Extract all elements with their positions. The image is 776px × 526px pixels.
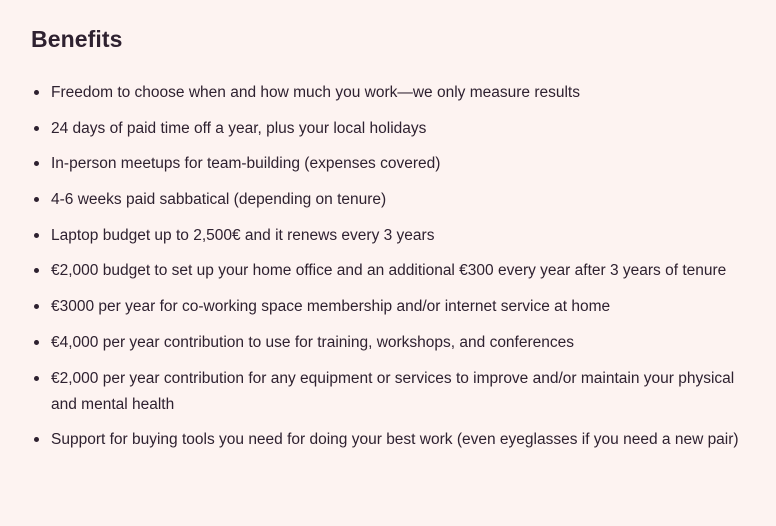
- benefit-text: €4,000 per year contribution to use for training, workshops, and conferences: [51, 333, 575, 351]
- benefit-item: [51, 366, 751, 418]
- benefit-item: [51, 427, 751, 453]
- benefit-text: Support for buying tools you need for doing your best work (even eyeglasses if you need a new pair): [51, 431, 739, 449]
- benefits-list: [51, 80, 751, 463]
- bullet-icon: [34, 437, 39, 442]
- benefit-text: 24 days of paid time off a year, plus your local holidays: [51, 119, 427, 137]
- benefit-text: €2,000 per year contribution for any equipment or services to improve and/or maintain your physical and mental health: [51, 369, 735, 413]
- benefit-text: In-person meetups for team-building (expenses covered): [51, 155, 441, 173]
- bullet-icon: [34, 233, 39, 238]
- benefit-text: €3000 per year for co-working space membership and/or internet service at home: [51, 298, 611, 316]
- benefit-item: [51, 294, 751, 320]
- benefit-text: 4-6 weeks paid sabbatical (depending on tenure): [51, 191, 387, 209]
- benefit-item: [51, 80, 751, 106]
- benefit-text: Laptop budget up to 2,500€ and it renews every 3 years: [51, 226, 435, 244]
- section-title: Benefits: [31, 26, 123, 52]
- benefit-item: [51, 330, 751, 356]
- benefit-item: [51, 116, 751, 142]
- benefit-item: [51, 223, 751, 249]
- bullet-icon: [34, 126, 39, 131]
- benefit-item: [51, 258, 751, 284]
- benefit-text: Freedom to choose when and how much you work—we only measure results: [51, 84, 580, 101]
- bullet-icon: [34, 268, 39, 273]
- benefit-text: €2,000 budget to set up your home office and an additional €300 every year after 3 years of tenure: [51, 262, 727, 280]
- bullet-icon: [34, 376, 39, 381]
- bullet-icon: [34, 304, 39, 309]
- bullet-icon: [34, 90, 39, 95]
- benefit-item: [51, 187, 751, 213]
- benefit-item: [51, 151, 751, 177]
- bullet-icon: [34, 161, 39, 166]
- bullet-icon: [34, 197, 39, 202]
- bullet-icon: [34, 340, 39, 345]
